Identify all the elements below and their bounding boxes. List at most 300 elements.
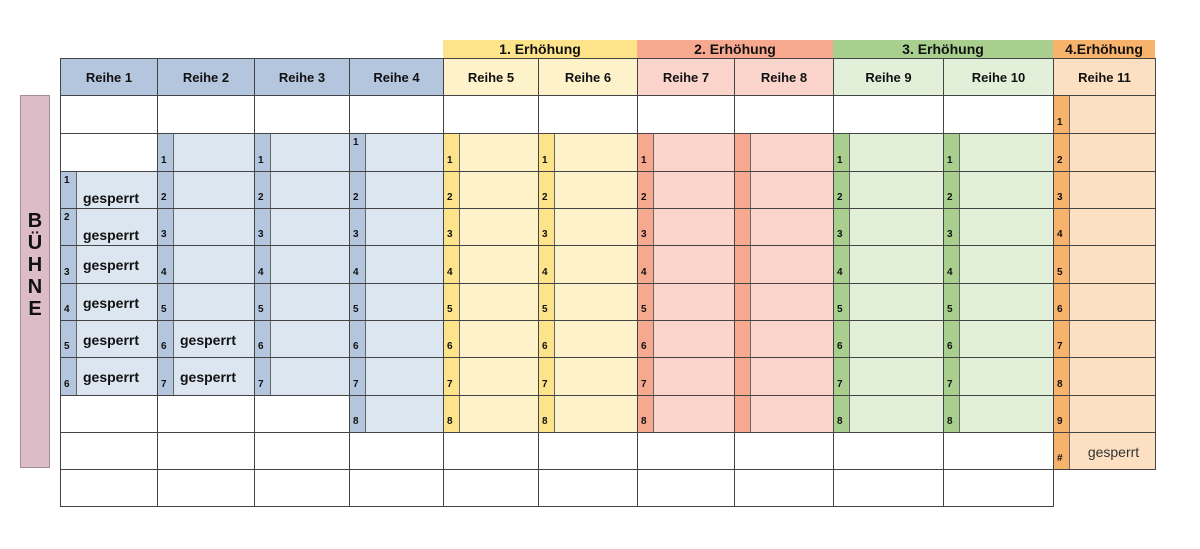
seat-number: 4 [1057, 229, 1063, 240]
seat-number: 7 [641, 379, 647, 390]
seat-number: 1 [64, 175, 70, 186]
seat-number: 1 [353, 137, 359, 148]
row-header: Reihe 10 [943, 58, 1054, 96]
group-header: 4.Erhöhung [1053, 40, 1155, 58]
seat-number-stripe [444, 284, 460, 320]
seat-number-stripe [539, 396, 555, 432]
seat-number-stripe [735, 134, 751, 171]
seat-number: 2 [1057, 155, 1063, 166]
seat-number-stripe [158, 172, 174, 208]
seat-number-stripe [444, 321, 460, 357]
seat-number-stripe [444, 396, 460, 432]
stage-letter: H [27, 254, 43, 276]
seat-number: 2 [353, 192, 359, 203]
seat-number: 6 [258, 341, 264, 352]
seat-number-stripe [735, 172, 751, 208]
seat-number-stripe [255, 321, 271, 357]
row-header: Reihe 4 [349, 58, 444, 96]
seat-number: 7 [837, 379, 843, 390]
seat-number: 7 [447, 379, 453, 390]
seat [349, 320, 444, 358]
seat-number-stripe [944, 246, 960, 283]
seat [443, 133, 539, 172]
seat [443, 395, 539, 433]
seat [60, 320, 158, 358]
seat-number: 6 [837, 341, 843, 352]
seat-number: 6 [447, 341, 453, 352]
grid-cell [943, 469, 1054, 507]
seat-number: 1 [837, 155, 843, 166]
seat [943, 320, 1054, 358]
seat-number-stripe [638, 321, 654, 357]
seat-number-stripe [350, 284, 366, 320]
seat-number-stripe [444, 246, 460, 283]
seat [254, 245, 350, 284]
grid-cell [60, 133, 158, 172]
seat-number-stripe [61, 209, 77, 245]
seat-number-stripe [255, 284, 271, 320]
stage-letter: B [27, 210, 43, 232]
seat-number-stripe [638, 172, 654, 208]
seat [1053, 432, 1156, 470]
seat-number: 3 [947, 229, 953, 240]
blocked-label: gesperrt [83, 369, 140, 385]
blocked-label: gesperrt [83, 190, 140, 206]
seat-number-stripe [735, 396, 751, 432]
seat [734, 208, 834, 246]
seat-number: 1 [542, 155, 548, 166]
blocked-label: gesperrt [83, 332, 140, 348]
seat-number: 8 [542, 416, 548, 427]
seat [538, 283, 638, 321]
seat-number-stripe [350, 209, 366, 245]
seat-number: 3 [447, 229, 453, 240]
seat [833, 245, 944, 284]
seat-number: 4 [641, 267, 647, 278]
seat-number-stripe [61, 321, 77, 357]
seat [734, 320, 834, 358]
seat [943, 208, 1054, 246]
grid-cell [637, 95, 735, 134]
blocked-label: gesperrt [180, 369, 237, 385]
blocked-label: gesperrt [83, 295, 140, 311]
seat [157, 171, 255, 209]
seat [734, 283, 834, 321]
seat-number: 5 [258, 304, 264, 315]
seat [943, 171, 1054, 209]
seat-number-stripe [539, 172, 555, 208]
seat-number-stripe [1054, 96, 1070, 133]
seat [637, 171, 735, 209]
seat-number-stripe [1054, 358, 1070, 395]
grid-cell [443, 432, 539, 470]
seat [254, 357, 350, 396]
seat-number-stripe [944, 134, 960, 171]
seat-number-stripe [255, 358, 271, 395]
seat [1053, 171, 1156, 209]
blocked-label: gesperrt [1087, 444, 1140, 460]
seat [734, 133, 834, 172]
seat-number-stripe [1054, 209, 1070, 245]
seat [254, 133, 350, 172]
seat [538, 395, 638, 433]
seat-number-stripe [638, 209, 654, 245]
seat-number-stripe [444, 134, 460, 171]
seat [637, 208, 735, 246]
seat-number: # [1057, 453, 1063, 464]
seat-number: 7 [353, 379, 359, 390]
seat-number: 3 [161, 229, 167, 240]
seat [443, 245, 539, 284]
stage-letter: E [28, 298, 42, 320]
seat-number-stripe [61, 358, 77, 395]
seat [349, 208, 444, 246]
seat [833, 133, 944, 172]
seat-number: 8 [837, 416, 843, 427]
stage-letter: Ü [27, 232, 43, 254]
seat [833, 357, 944, 396]
grid-cell [157, 432, 255, 470]
grid-cell [254, 469, 350, 507]
grid-cell [443, 95, 539, 134]
seat-number: 1 [641, 155, 647, 166]
seat-number: 8 [641, 416, 647, 427]
seat-number: 7 [947, 379, 953, 390]
seat [833, 320, 944, 358]
seat-number: 6 [641, 341, 647, 352]
seat-number: 6 [161, 341, 167, 352]
seat-number: 4 [353, 267, 359, 278]
seat-number: 5 [947, 304, 953, 315]
seat-number-stripe [350, 321, 366, 357]
seat [254, 208, 350, 246]
row-header: Reihe 2 [157, 58, 255, 96]
seat-number-stripe [638, 358, 654, 395]
seat-number-stripe [1054, 433, 1070, 469]
seat [637, 357, 735, 396]
seat-number-stripe [1054, 284, 1070, 320]
seat-number-stripe [735, 321, 751, 357]
seat [1053, 95, 1156, 134]
grid-cell [833, 432, 944, 470]
seat-number-stripe [255, 246, 271, 283]
seat [349, 357, 444, 396]
seat [157, 245, 255, 284]
seat [443, 320, 539, 358]
seat-number-stripe [158, 284, 174, 320]
seat-number: 5 [641, 304, 647, 315]
seat-number: 2 [258, 192, 264, 203]
seat-number: 3 [641, 229, 647, 240]
seat-number-stripe [735, 246, 751, 283]
seat-number-stripe [944, 358, 960, 395]
seat-number: 7 [1057, 341, 1063, 352]
seat [349, 395, 444, 433]
seat-number: 2 [447, 192, 453, 203]
seat-number: 4 [947, 267, 953, 278]
seat-number-stripe [255, 172, 271, 208]
seat [734, 395, 834, 433]
grid-cell [349, 469, 444, 507]
seat-number: 5 [64, 341, 70, 352]
grid-cell [943, 95, 1054, 134]
grid-cell [637, 469, 735, 507]
seat-number-stripe [158, 134, 174, 171]
seat-number: 2 [542, 192, 548, 203]
seat-number-stripe [539, 246, 555, 283]
seat-number-stripe [1054, 246, 1070, 283]
seat-number: 5 [837, 304, 843, 315]
seat [157, 320, 255, 358]
seat-number-stripe [350, 246, 366, 283]
seat-number: 7 [542, 379, 548, 390]
seat-number: 2 [161, 192, 167, 203]
seat [254, 320, 350, 358]
grid-cell [254, 395, 350, 433]
seat-number: 2 [947, 192, 953, 203]
seat-number-stripe [1054, 134, 1070, 171]
seat [637, 283, 735, 321]
seat [1053, 245, 1156, 284]
seat-number-stripe [350, 134, 366, 171]
seat-number: 3 [1057, 192, 1063, 203]
row-header: Reihe 5 [443, 58, 539, 96]
seat-number: 1 [447, 155, 453, 166]
group-header: 1. Erhöhung [443, 40, 637, 58]
seat-number: 1 [258, 155, 264, 166]
seat-number-stripe [834, 172, 850, 208]
seat [734, 171, 834, 209]
seat [443, 208, 539, 246]
grid-cell [254, 432, 350, 470]
seat [254, 171, 350, 209]
seat-number: 5 [447, 304, 453, 315]
grid-cell [538, 95, 638, 134]
seat-number: 2 [641, 192, 647, 203]
seat-number: 4 [161, 267, 167, 278]
seat [833, 208, 944, 246]
seat-number: 4 [542, 267, 548, 278]
seat [1053, 395, 1156, 433]
row-header: Reihe 11 [1053, 58, 1156, 96]
seat-number: 8 [353, 416, 359, 427]
seat-number-stripe [834, 134, 850, 171]
grid-cell [833, 95, 944, 134]
seat-number: 8 [1057, 379, 1063, 390]
grid-cell [60, 95, 158, 134]
blocked-label: gesperrt [180, 332, 237, 348]
seat [443, 357, 539, 396]
seat-number-stripe [444, 172, 460, 208]
stage-letter: N [27, 276, 43, 298]
seat-number-stripe [944, 284, 960, 320]
seat-number-stripe [638, 246, 654, 283]
seat-number-stripe [944, 396, 960, 432]
grid-cell [349, 95, 444, 134]
seat-number: 4 [258, 267, 264, 278]
seat [443, 171, 539, 209]
seat-number-stripe [834, 284, 850, 320]
seat-number-stripe [444, 209, 460, 245]
seat [538, 133, 638, 172]
seat-number-stripe [158, 209, 174, 245]
grid-cell [734, 95, 834, 134]
seat-number-stripe [539, 134, 555, 171]
seat-number-stripe [944, 172, 960, 208]
seat [943, 245, 1054, 284]
seat [538, 357, 638, 396]
seat-number-stripe [158, 321, 174, 357]
seat-number-stripe [735, 284, 751, 320]
seat-number-stripe [944, 321, 960, 357]
seat [943, 133, 1054, 172]
seat-number: 5 [353, 304, 359, 315]
seat-number-stripe [539, 321, 555, 357]
seat [1053, 208, 1156, 246]
seat-number-stripe [255, 134, 271, 171]
grid-cell [60, 395, 158, 433]
seat [349, 283, 444, 321]
seat [60, 283, 158, 321]
seat [157, 133, 255, 172]
blocked-label: gesperrt [83, 227, 140, 243]
seat-number-stripe [350, 172, 366, 208]
grid-cell [943, 432, 1054, 470]
seat [943, 283, 1054, 321]
seat-number-stripe [735, 209, 751, 245]
seat-number-stripe [61, 246, 77, 283]
seat-number: 3 [258, 229, 264, 240]
seat-number: 2 [64, 212, 70, 223]
seat-number: 5 [542, 304, 548, 315]
seat [538, 208, 638, 246]
seat [734, 245, 834, 284]
seat-number-stripe [1054, 396, 1070, 432]
seat-number-stripe [834, 358, 850, 395]
seat-number-stripe [638, 284, 654, 320]
seat [833, 283, 944, 321]
grid-cell [60, 432, 158, 470]
seat-number: 6 [947, 341, 953, 352]
seat-number: 5 [161, 304, 167, 315]
seat [1053, 320, 1156, 358]
seat-number-stripe [638, 134, 654, 171]
row-header: Reihe 9 [833, 58, 944, 96]
seat-number-stripe [735, 358, 751, 395]
seat-number: 7 [258, 379, 264, 390]
seat-number: 6 [64, 379, 70, 390]
seat [60, 208, 158, 246]
seat-number: 1 [947, 155, 953, 166]
seat-number-stripe [61, 284, 77, 320]
stage-label [15, 210, 55, 320]
seat-number: 4 [837, 267, 843, 278]
grid-cell [734, 469, 834, 507]
grid-cell [254, 95, 350, 134]
grid-cell [157, 395, 255, 433]
seat [943, 395, 1054, 433]
grid-cell [637, 432, 735, 470]
grid-cell [60, 469, 158, 507]
seat [1053, 133, 1156, 172]
seat [60, 171, 158, 209]
seat-number: 8 [447, 416, 453, 427]
seat-number-stripe [444, 358, 460, 395]
seat [157, 208, 255, 246]
seat-number-stripe [944, 209, 960, 245]
seat-number: 4 [64, 304, 70, 315]
seat [538, 245, 638, 284]
seat-number-stripe [539, 209, 555, 245]
seat-number: 1 [1057, 117, 1063, 128]
row-header: Reihe 1 [60, 58, 158, 96]
seat-number: 8 [947, 416, 953, 427]
seat [157, 283, 255, 321]
grid-cell [157, 469, 255, 507]
seat [637, 133, 735, 172]
row-header: Reihe 6 [538, 58, 638, 96]
seat-number-stripe [61, 172, 77, 208]
seat [538, 171, 638, 209]
seat [538, 320, 638, 358]
seat-number-stripe [255, 209, 271, 245]
seat-number-stripe [1054, 172, 1070, 208]
seat-number-stripe [539, 284, 555, 320]
group-header: 2. Erhöhung [637, 40, 833, 58]
seat-number-stripe [158, 246, 174, 283]
seat-number-stripe [834, 396, 850, 432]
grid-cell [734, 432, 834, 470]
seat-number: 3 [353, 229, 359, 240]
blocked-label: gesperrt [83, 257, 140, 273]
seat [349, 133, 444, 172]
row-header: Reihe 7 [637, 58, 735, 96]
group-header: 3. Erhöhung [833, 40, 1053, 58]
grid-cell [538, 469, 638, 507]
seat [833, 395, 944, 433]
row-header: Reihe 3 [254, 58, 350, 96]
seat-number: 6 [1057, 304, 1063, 315]
seat [943, 357, 1054, 396]
seat [734, 357, 834, 396]
seat-number-stripe [834, 209, 850, 245]
seat-number-stripe [834, 321, 850, 357]
seat-number-stripe [1054, 321, 1070, 357]
seat-number: 6 [542, 341, 548, 352]
seat [349, 171, 444, 209]
grid-cell [538, 432, 638, 470]
seat-number: 4 [447, 267, 453, 278]
seat-number: 1 [161, 155, 167, 166]
seat-number: 7 [161, 379, 167, 390]
grid-cell [833, 469, 944, 507]
seat-number: 6 [353, 341, 359, 352]
seat-number-stripe [834, 246, 850, 283]
seat-number: 3 [64, 267, 70, 278]
seat-number: 3 [837, 229, 843, 240]
seat-number-stripe [539, 358, 555, 395]
grid-cell [443, 469, 539, 507]
seat-number: 9 [1057, 416, 1063, 427]
seat-number-stripe [350, 358, 366, 395]
seat-number: 5 [1057, 267, 1063, 278]
seat [60, 357, 158, 396]
seat-number: 2 [837, 192, 843, 203]
seat-number-stripe [638, 396, 654, 432]
seat [1053, 283, 1156, 321]
seat [349, 245, 444, 284]
grid-cell [157, 95, 255, 134]
